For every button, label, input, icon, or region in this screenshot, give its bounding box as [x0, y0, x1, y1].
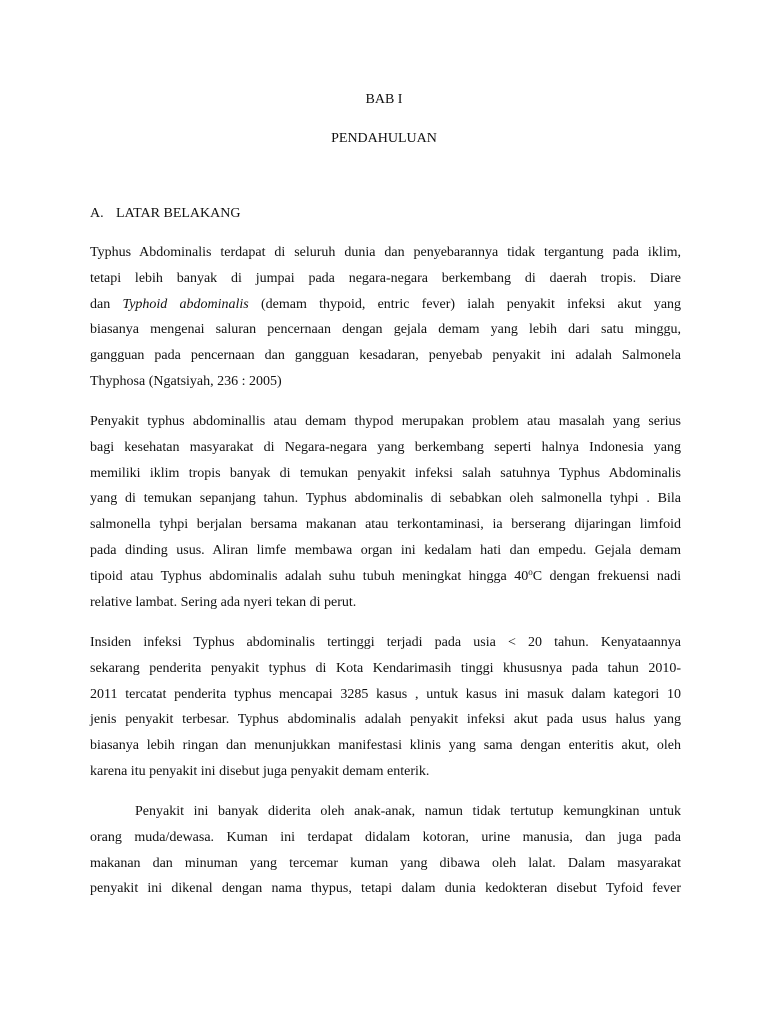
italic-term: Typhoid abdominalis — [122, 296, 249, 312]
paragraph-line: sekarang penderita penyakit typhus di Kota Kendarimasih tinggi khususnya pada tahun 2010- — [90, 660, 681, 676]
paragraph-line: Typhus Abdominalis terdapat di seluruh dunia dan penyebarannya tidak tergantung pada iklim, — [90, 245, 681, 260]
section-number: A. — [90, 206, 104, 221]
paragraph-line: yang di temukan sepanjang tahun. Typhus abdominalis di sebabkan oleh salmonella tyhpi . Bila — [90, 491, 681, 507]
text-segment: (demam thypoid, entric fever) ialah penyakit infeksi akut yang — [261, 296, 682, 312]
paragraph-line: bagi kesehatan masyarakat di Negara-negara yang berkembang seperti halnya Indonesia yang — [90, 439, 681, 455]
paragraph-line: orang muda/dewasa. Kuman ini terdapat didalam kotoran, urine manusia, dan juga pada — [90, 829, 681, 845]
paragraph-line: makanan dan minuman yang tercemar kuman yang dibawa oleh lalat. Dalam masyarakat — [90, 855, 681, 871]
paragraph-line — [90, 292, 681, 318]
text-segment: dan — [90, 296, 111, 312]
section-title: LATAR BELAKANG — [116, 206, 241, 221]
paragraph-line — [90, 564, 681, 590]
paragraph-line: jenis penyakit terbesar. Typhus abdominalis adalah penyakit infeksi akut pada usus halus yang — [90, 712, 681, 728]
paragraph-line: Penyakit typhus abdominallis atau demam thypod merupakan problem atau masalah yang serius — [90, 414, 681, 429]
paragraph-line: Thyphosa (Ngatsiyah, 236 : 2005) — [90, 373, 282, 389]
paragraph-line: memiliki iklim tropis banyak di temukan penyakit infeksi salah satuhnya Typhus Abdominalis — [90, 465, 681, 481]
paragraph-line: Insiden infeksi Typhus abdominalis tertinggi terjadi pada usia < 20 tahun. Kenyataannya — [90, 635, 681, 650]
paragraph-line: biasanya lebih ringan dan menunjukkan manifestasi klinis yang sama dengan enteritis akut, oleh — [90, 738, 681, 754]
paragraph-line: 2011 tercatat penderita typhus mencapai 3285 kasus , untuk kasus ini masuk dalam kategori 10 — [90, 686, 681, 702]
paragraph-line: salmonella tyhpi berjalan bersama makanan atau terkontaminasi, ia berserang dijaringan limfoid — [90, 517, 681, 533]
paragraph-4 — [90, 799, 681, 902]
chapter-title: PENDAHULUAN — [331, 131, 437, 146]
paragraph-line: tetapi lebih banyak di jumpai pada negara-negara berkembang di daerah tropis. Diare — [90, 270, 681, 286]
paragraph-line: karena itu penyakit ini disebut juga penyakit demam enterik. — [90, 763, 430, 779]
text-segment: C dengan frekuensi nadi — [532, 568, 681, 584]
text-segment: tipoid atau Typhus abdominalis adalah suhu tubuh meningkat hingga 40 — [90, 568, 529, 584]
chapter-number: BAB I — [365, 92, 403, 107]
paragraph-3 — [90, 630, 681, 785]
paragraph-line: gangguan pada pencernaan dan gangguan kesadaran, penyebab penyakit ini adalah Salmonela — [90, 348, 681, 364]
section-heading — [90, 205, 240, 223]
paragraph-line: biasanya mengenai saluran pencernaan dengan gejala demam yang lebih dari satu minggu, — [90, 322, 681, 338]
paragraph-line: relative lambat. Sering ada nyeri tekan di perut. — [90, 594, 357, 610]
paragraph-line: penyakit ini dikenal dengan nama thypus, tetapi dalam dunia kedokteran disebut Tyfoid fever — [90, 881, 681, 897]
paragraph-line: Penyakit ini banyak diderita oleh anak-anak, namun tidak tertutup kemungkinan untuk — [135, 804, 681, 819]
paragraph-1 — [90, 240, 681, 395]
paragraph-2 — [90, 409, 681, 615]
superscript: o — [528, 566, 533, 577]
paragraph-line: pada dinding usus. Aliran limfe membawa organ ini kedalam hati dan empedu. Gejala demam — [90, 542, 681, 558]
